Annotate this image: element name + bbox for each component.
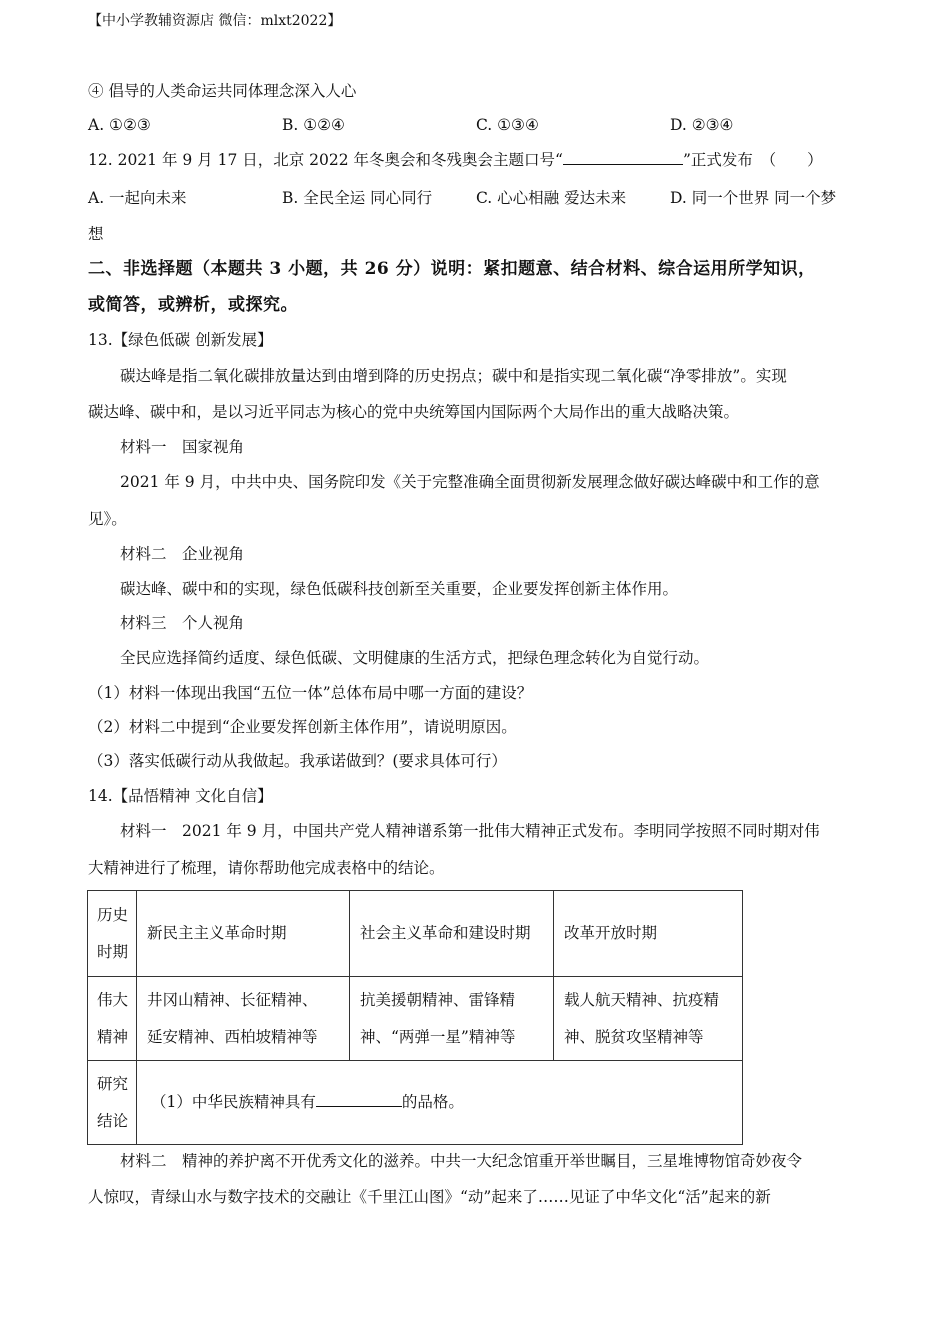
q13-material2-text: 碳达峰、碳中和的实现，绿色低碳科技创新至关重要，企业要发挥创新主体作用。	[120, 580, 679, 598]
q12-answer-blank	[563, 150, 683, 165]
q13-subquestion-2: （2）材料二中提到“企业要发挥创新主体作用”，请说明原因。	[88, 718, 517, 736]
q14-material1-line2: 大精神进行了梳理，请你帮助他完成表格中的结论。	[88, 859, 445, 877]
table-cell: 改革开放时期	[554, 891, 743, 977]
table-cell: 社会主义革命和建设时期	[350, 891, 554, 977]
conclusion-answer-blank	[316, 1092, 402, 1107]
row-header-spirit	[88, 977, 137, 1061]
q13-material1-title: 材料一 国家视角	[120, 438, 245, 456]
cell-line: 抗美援朝精神、雷锋精	[360, 990, 516, 1009]
q12-stem-after: ”正式发布 （ ）	[682, 151, 823, 169]
row-header-text: 历史	[97, 905, 129, 924]
q13-material2-title: 材料二 企业视角	[120, 545, 245, 563]
table-row-conclusion	[88, 1061, 743, 1145]
row-header-text: 精神	[97, 1027, 129, 1046]
page-header: 【中小学教辅资源店 微信：mlxt2022】	[88, 13, 342, 29]
conclusion-cell	[137, 1061, 743, 1145]
q13-material1-line1: 2021 年 9 月，中共中央、国务院印发《关于完整准确全面贯彻新发展理念做好碳达峰碳中和工作的意	[120, 473, 820, 491]
spirit-table	[87, 890, 743, 1145]
q12-option-d-wrap: 想	[88, 225, 104, 243]
table-cell	[554, 977, 743, 1061]
q12-stem-before: 12. 2021 年 9 月 17 日，北京 2022 年冬奥会和冬残奥会主题口号“	[88, 151, 563, 169]
q13-material3-title: 材料三 个人视角	[120, 614, 245, 632]
row-header-conclusion	[88, 1061, 137, 1145]
row-header-text: 结论	[97, 1111, 129, 1130]
table-cell: 新民主主义革命时期	[137, 891, 350, 977]
q14-title: 14.【品悟精神 文化自信】	[88, 787, 273, 805]
q13-intro-line1: 碳达峰是指二氧化碳排放量达到由增到降的历史拐点；碳中和是指实现二氧化碳“净零排放”。实现	[120, 367, 787, 385]
conclusion-text-after: 的品格。	[401, 1093, 464, 1111]
q13-subquestion-1: （1）材料一体现出我国“五位一体”总体布局中哪一方面的建设？	[88, 684, 533, 702]
q13-intro-line2: 碳达峰、碳中和，是以习近平同志为核心的党中央统筹国内国际两个大局作出的重大战略决策。	[88, 403, 740, 421]
row-header-text: 伟大	[97, 990, 129, 1009]
q11-option-a: A. ①②③	[88, 116, 151, 134]
row-header-text: 时期	[97, 942, 129, 961]
q12-option-a: A. 一起向未来	[88, 189, 187, 207]
q11-option-d: D. ②③④	[670, 116, 734, 134]
q12-option-d: D. 同一个世界 同一个梦	[670, 189, 837, 207]
q13-material1-line2: 见》。	[88, 510, 127, 528]
section-2-heading-line2: 或简答，或辨析，或探究。	[88, 295, 298, 315]
cell-line: 井冈山精神、长征精神、	[147, 990, 318, 1009]
q11-option-b: B. ①②④	[282, 116, 345, 134]
row-header-text: 研究	[97, 1074, 129, 1093]
cell-line: 神、脱贫攻坚精神等	[564, 1027, 704, 1046]
cell-line: 载人航天精神、抗疫精	[564, 990, 720, 1009]
table-cell	[137, 977, 350, 1061]
table-row-period	[88, 891, 743, 977]
q13-material3-text: 全民应选择简约适度、绿色低碳、文明健康的生活方式，把绿色理念转化为自觉行动。	[120, 649, 710, 667]
row-header-period	[88, 891, 137, 977]
q11-option-c: C. ①③④	[476, 116, 539, 134]
q14-material2-line2: 人惊叹，青绿山水与数字技术的交融让《千里江山图》“动”起来了……见证了中华文化“活”起来的新	[88, 1188, 771, 1206]
q13-subquestion-3: （3）落实低碳行动从我做起。我承诺做到？(要求具体可行）	[88, 752, 507, 770]
q12-option-c: C. 心心相融 爱达未来	[476, 189, 627, 207]
table-row-spirit	[88, 977, 743, 1061]
table-cell	[350, 977, 554, 1061]
section-2-heading-line1: 二、非选择题（本题共 3 小题，共 26 分）说明：紧扣题意、结合材料、综合运用所学知识，	[88, 259, 816, 279]
cell-line: 神、“两弹一星”精神等	[360, 1027, 516, 1046]
q14-material1-line1: 材料一 2021 年 9 月，中国共产党人精神谱系第一批伟大精神正式发布。李明同学按照不同时期对伟	[120, 822, 820, 840]
q12-stem	[88, 149, 823, 171]
q13-title: 13.【绿色低碳 创新发展】	[88, 331, 273, 349]
q12-option-b: B. 全民全运 同心同行	[282, 189, 433, 207]
q14-material2-line1: 材料二 精神的养护离不开优秀文化的滋养。中共一大纪念馆重开举世瞩目，三星堆博物馆奇妙夜令	[120, 1152, 803, 1170]
conclusion-text-before: （1）中华民族精神具有	[151, 1093, 316, 1111]
cell-line: 延安精神、西柏坡精神等	[147, 1027, 318, 1046]
q11-item-4: ④ 倡导的人类命运共同体理念深入人心	[88, 82, 357, 100]
